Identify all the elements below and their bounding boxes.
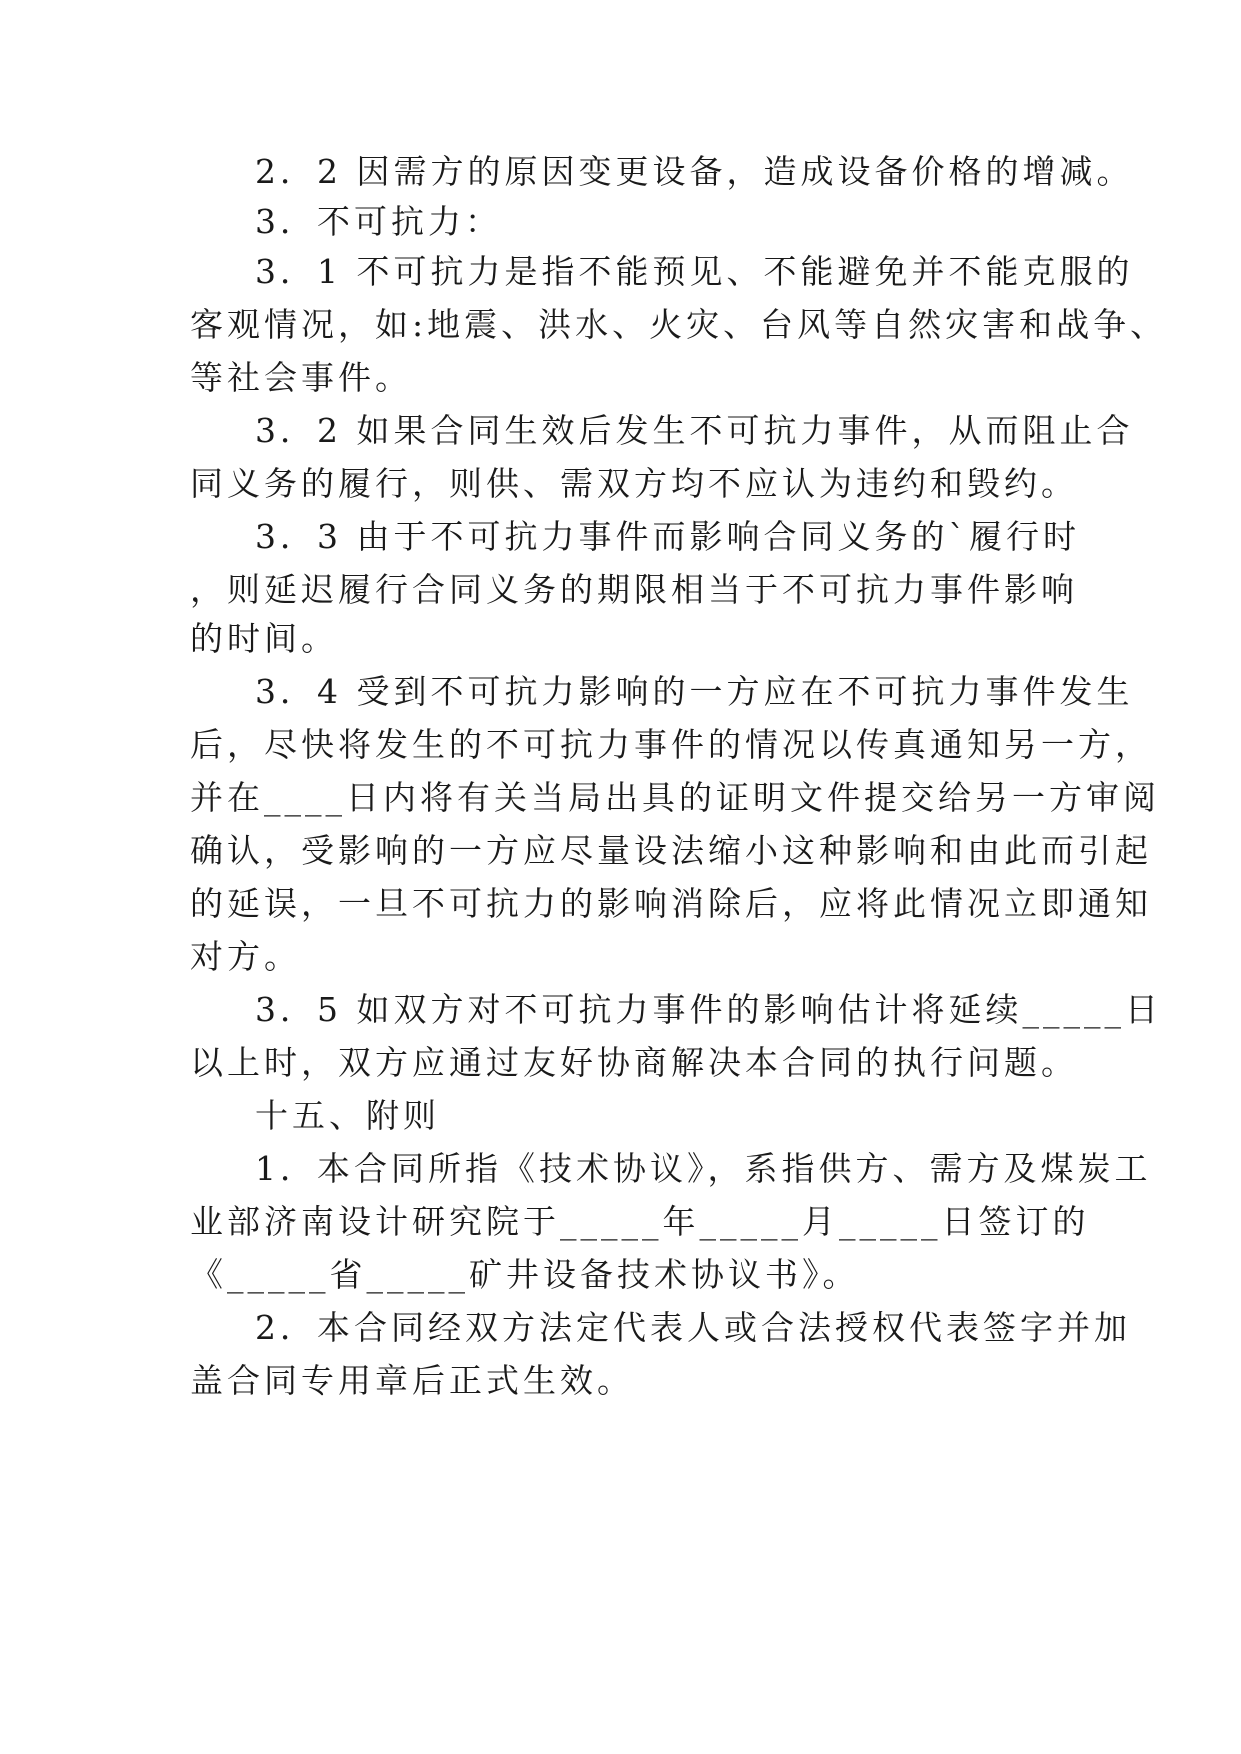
- paragraph-3-5-line-1: 3．5 如双方对不可抗力事件的影响估计将延续_____日: [255, 990, 1162, 1029]
- heading-force-majeure: 3．不可抗力：: [255, 202, 502, 241]
- paragraph-3-4-line-4: 确认，受影响的一方应尽量设法缩小这种影响和由此而引起: [190, 831, 1152, 870]
- paragraph-2-2: 2．2 因需方的原因变更设备，造成设备价格的增减。: [255, 152, 1134, 191]
- paragraph-3-4-line-2: 后，尽快将发生的不可抗力事件的情况以传真通知另一方，: [190, 725, 1152, 764]
- paragraph-3-1-line-3: 等社会事件。: [190, 358, 412, 397]
- paragraph-3-2-line-1: 3．2 如果合同生效后发生不可抗力事件，从而阻止合: [255, 411, 1134, 450]
- paragraph-15-1-line-2: 业部济南设计研究院于_____年_____月_____日签订的: [190, 1202, 1090, 1241]
- paragraph-3-3-line-2: ，则延迟履行合同义务的期限相当于不可抗力事件影响: [190, 570, 1078, 609]
- paragraph-3-3-line-3: 的时间。: [190, 619, 338, 658]
- paragraph-15-2-line-2: 盖合同专用章后正式生效。: [190, 1361, 634, 1400]
- heading-supplementary-provisions: 十五、附则: [255, 1096, 440, 1135]
- paragraph-3-4-line-3: 并在____日内将有关当局出具的证明文件提交给另一方审阅: [190, 778, 1160, 817]
- paragraph-3-1-line-1: 3．1 不可抗力是指不能预见、不能避免并不能克服的: [255, 252, 1134, 291]
- paragraph-15-2-line-1: 2．本合同经双方法定代表人或合法授权代表签字并加: [255, 1308, 1131, 1347]
- paragraph-3-2-line-2: 同义务的履行，则供、需双方均不应认为违约和毁约。: [190, 464, 1078, 503]
- paragraph-3-4-line-6: 对方。: [190, 937, 301, 976]
- paragraph-15-1-line-1: 1．本合同所指《技术协议》，系指供方、需方及煤炭工: [255, 1149, 1152, 1188]
- paragraph-3-4-line-1: 3．4 受到不可抗力影响的一方应在不可抗力事件发生: [255, 672, 1134, 711]
- paragraph-3-3-line-1: 3．3 由于不可抗力事件而影响合同义务的`履行时: [255, 517, 1080, 556]
- paragraph-15-1-line-3: 《_____省_____矿井设备技术协议书》。: [190, 1255, 860, 1294]
- paragraph-3-5-line-2: 以上时，双方应通过友好协商解决本合同的执行问题。: [190, 1043, 1078, 1082]
- paragraph-3-4-line-5: 的延误，一旦不可抗力的影响消除后，应将此情况立即通知: [190, 884, 1152, 923]
- paragraph-3-1-line-2: 客观情况，如:地震、洪水、火灾、台风等自然灾害和战争、: [190, 305, 1168, 344]
